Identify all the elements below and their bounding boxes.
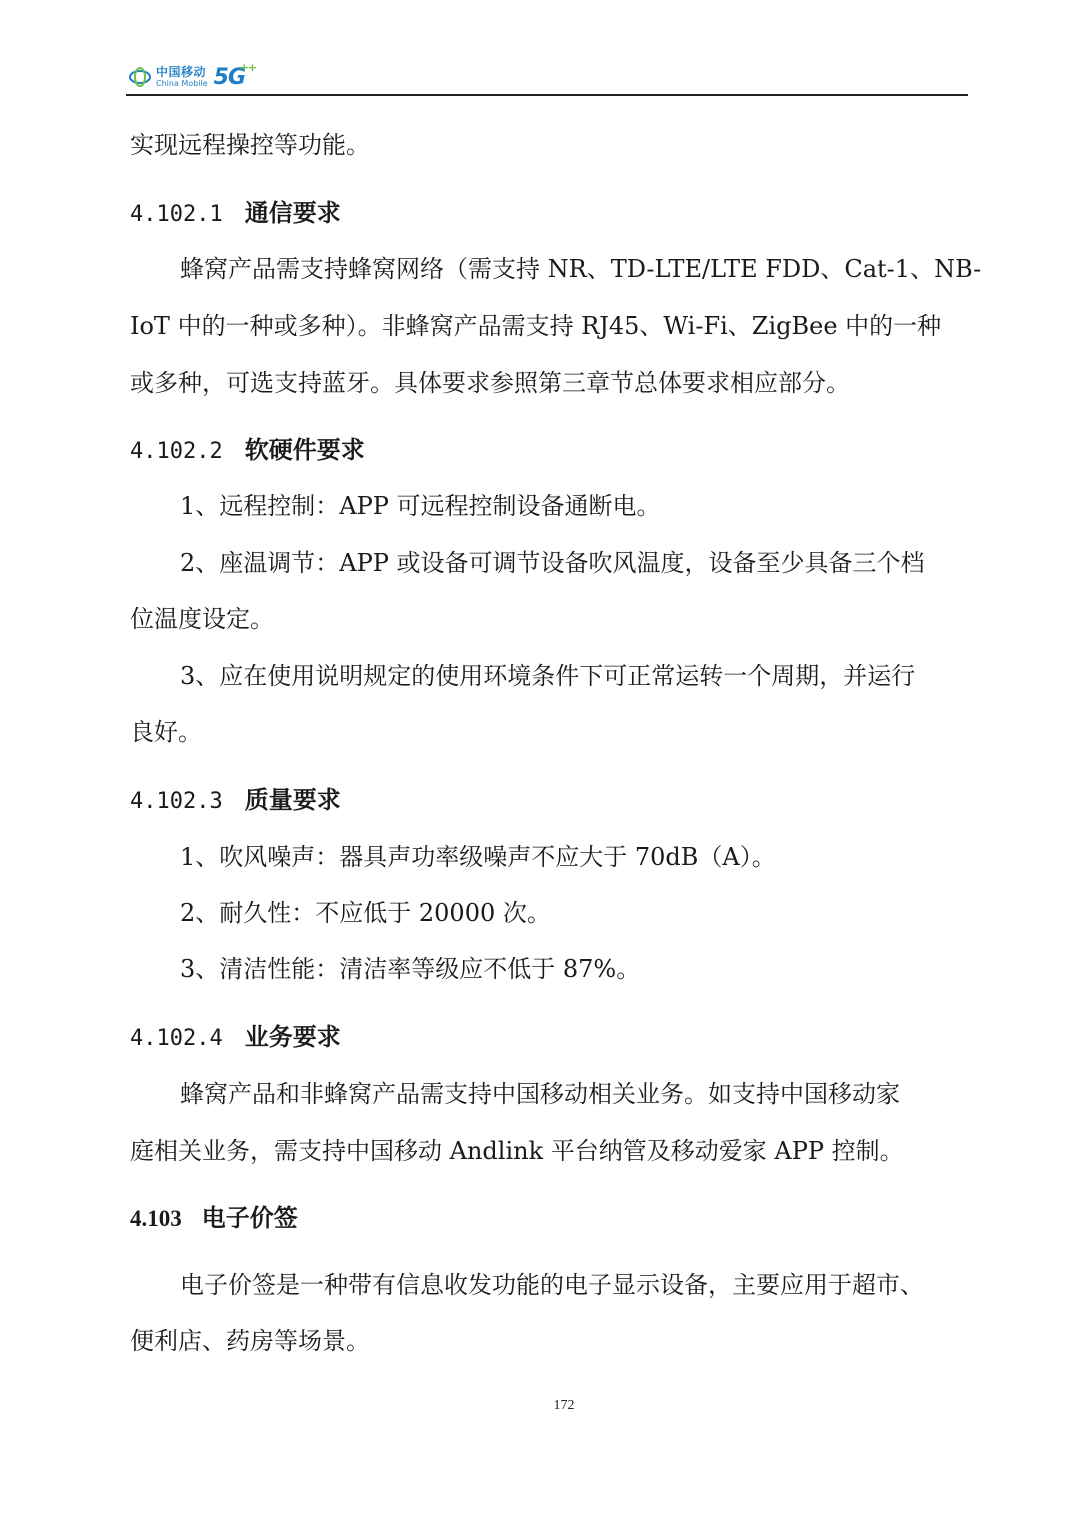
page-header <box>126 58 968 96</box>
list-item: 2、耐久性：不应低于 20000 次。 <box>180 899 551 927</box>
logo-english-text: China Mobile <box>156 79 208 88</box>
list-item: 1、吹风噪声：器具声功率级噪声不应大于 70dB（A）。 <box>180 843 776 871</box>
list-item: 2、座温调节：APP 或设备可调节设备吹风温度，设备至少具备三个档 <box>180 549 925 577</box>
china-mobile-swirl-icon <box>128 65 152 89</box>
section-heading-4-102-4: 4.102.4 业务要求 <box>130 1022 341 1051</box>
paragraph-line: 蜂窝产品需支持蜂窝网络（需支持 NR、TD-LTE/LTE FDD、Cat-1、NB- <box>180 255 982 283</box>
paragraph-line: 或多种，可选支持蓝牙。具体要求参照第三章节总体要求相应部分。 <box>130 369 850 397</box>
section-heading-4-102-2: 4.102.2 软硬件要求 <box>130 435 365 464</box>
list-item: 1、远程控制：APP 可远程控制设备通断电。 <box>180 492 661 520</box>
paragraph-line: 庭相关业务，需支持中国移动 Andlink 平台纳管及移动爱家 APP 控制。 <box>130 1137 904 1165</box>
paragraph-line: 便利店、药房等场景。 <box>130 1327 370 1355</box>
logo-chinese-text: 中国移动 <box>156 65 207 79</box>
china-mobile-logo <box>128 60 257 94</box>
paragraph-line: 良好。 <box>130 718 202 746</box>
page-number: 172 <box>553 1398 575 1413</box>
section-heading-4-102-3: 4.102.3 质量要求 <box>130 785 341 814</box>
paragraph-line: 位温度设定。 <box>130 605 274 633</box>
section-heading-4-103: 4.103 电子价签 <box>130 1203 298 1232</box>
list-item: 3、应在使用说明规定的使用环境条件下可正常运转一个周期，并运行 <box>180 662 916 690</box>
paragraph-line: IoT 中的一种或多种）。非蜂窝产品需支持 RJ45、Wi-Fi、ZigBee 中的一种 <box>130 312 942 340</box>
list-item: 3、清洁性能：清洁率等级应不低于 87%。 <box>180 955 641 983</box>
logo-5g-mark: 5G ++ <box>213 60 257 90</box>
paragraph-line: 蜂窝产品和非蜂窝产品需支持中国移动相关业务。如支持中国移动家 <box>180 1080 900 1108</box>
section-heading-4-102-1: 4.102.1 通信要求 <box>130 198 341 227</box>
paragraph-line: 实现远程操控等功能。 <box>130 131 370 159</box>
paragraph-line: 电子价签是一种带有信息收发功能的电子显示设备，主要应用于超市、 <box>180 1271 924 1299</box>
